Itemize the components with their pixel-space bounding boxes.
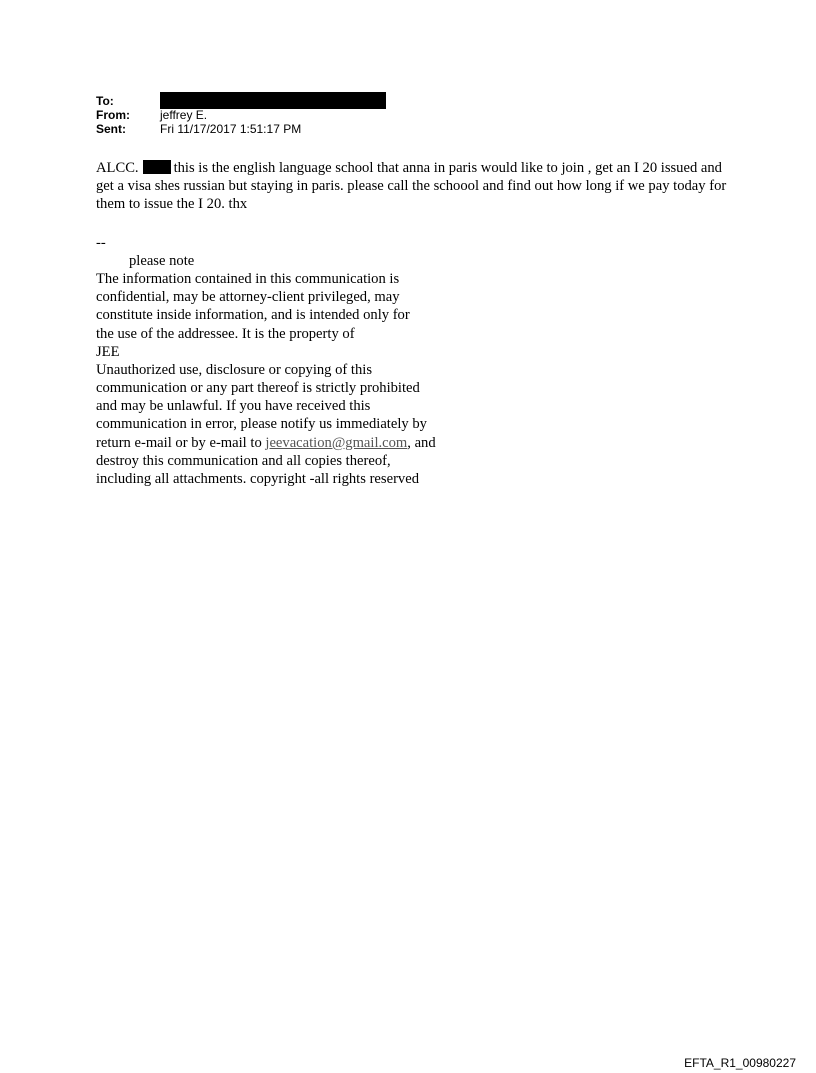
signature-separator: -- [96,235,106,251]
document-id: EFTA_R1_00980227 [684,1056,796,1070]
message-prefix: ALCC. [96,160,139,176]
disclaimer-line: confidential, may be attorney-client privileged, may [96,289,400,306]
disclaimer-line: Unauthorized use, disclosure or copying of this [96,361,373,378]
disclaimer-line: The information contained in this communication is [96,271,400,288]
message-body [96,159,736,213]
sent-label: Sent: [96,122,126,136]
disclaimer-line: constitute inside information, and is intended only for [96,307,410,324]
disclaimer-line: communication in error, please notify us immediately by [96,416,427,433]
disclaimer-line: and may be unlawful. If you have received this [96,398,371,415]
disclaimer-line: communication or any part thereof is strictly prohibited [96,380,420,397]
email-line-suffix: , and [407,434,436,451]
to-label: To: [96,94,114,108]
disclaimer-line: including all attachments. copyright -all rights reserved [96,470,419,487]
sent-value: Fri 11/17/2017 1:51:17 PM [160,122,302,136]
message-text: this is the english language school that anna in paris would like to join , get an I 20 issued and get a visa shes russian but staying in paris. please call the schoool and find out how long if we pay today for them to issue the I 20. thx [96,160,727,212]
from-label: From: [96,108,130,122]
redaction-bar-inline [143,160,171,174]
disclaimer-line: destroy this communication and all copies thereof, [96,452,391,469]
disclaimer-line: JEE [96,343,120,360]
redaction-bar [160,92,386,109]
email-link[interactable]: jeevacation@gmail.com [265,434,408,451]
from-row [96,108,386,122]
disclaimer-email-line [96,434,476,452]
disclaimer-line: the use of the addressee. It is the property of [96,325,355,342]
disclaimer-line: please note [129,253,195,269]
email-line-prefix: return e-mail or by e-mail to [96,434,266,451]
email-header [96,94,386,136]
to-row [96,94,386,108]
sent-row [96,122,386,136]
from-value: jeffrey E. [160,108,208,122]
confidentiality-disclaimer [96,252,476,488]
